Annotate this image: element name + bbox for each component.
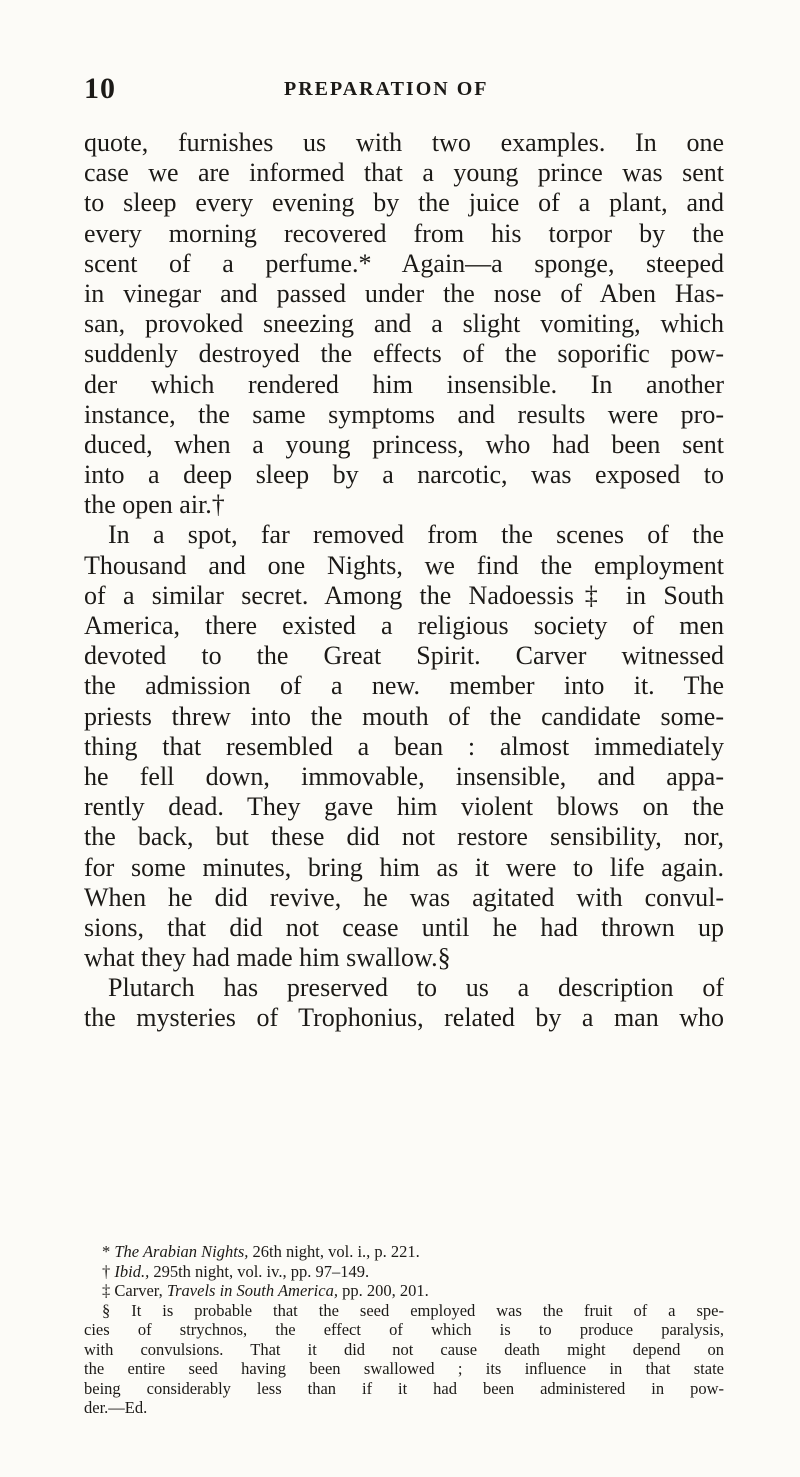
text-line: quote, furnishes us with two examples. In one [84, 128, 724, 157]
page-number: 10 [84, 72, 116, 105]
text-line: thing that resembled a bean : almost immediately [84, 731, 724, 761]
running-head: PREPARATION OF [284, 78, 489, 100]
text-line: instance, the same symptoms and results were pro- [84, 399, 724, 429]
text-line: the back, but these did not restore sensibility, nor, [84, 822, 724, 852]
text-line: duced, when a young princess, who had been sent [84, 429, 724, 459]
footnote-text: 26th night, vol. i., p. 221. [248, 1242, 420, 1261]
text-line: to sleep every evening by the juice of a plant, and [84, 188, 724, 218]
text-line: every morning recovered from his torpor by the [84, 218, 724, 248]
text-line: into a deep sleep by a narcotic, was exposed to [84, 460, 724, 490]
text-line: America, there existed a religious society of men [84, 611, 724, 640]
footnote-title: Travels in South America, [166, 1281, 338, 1300]
footnote-mark: ‡ [102, 1281, 111, 1300]
footnote-4-line: with convulsions. That it did not cause death might depend on [84, 1339, 724, 1359]
footnote-text: 295th night, vol. iv., pp. 97–149. [149, 1261, 370, 1281]
text-line: devoted to the Great Spirit. Carver witnessed [84, 641, 724, 671]
footnote-4-line: being considerably less than if it had been administered in pow- [84, 1378, 724, 1398]
text-line: sions, that did not cease until he had thrown up [84, 912, 724, 942]
footnote-text: pp. 200, 201. [337, 1281, 429, 1300]
text-line: Plutarch has preserved to us a description of [108, 973, 724, 1003]
footnote-title: The Arabian Nights, [114, 1242, 249, 1261]
footnote-3 [84, 1281, 724, 1301]
text-line: the admission of a new. member into it. The [84, 671, 724, 701]
footnote-4-line: der.—Ed. [84, 1398, 148, 1417]
footnote-mark: † [102, 1261, 111, 1281]
text-line: When he did revive, he was agitated with convul- [84, 882, 724, 912]
text-line: case we are informed that a young prince was sent [84, 158, 724, 188]
footnotes [84, 1242, 724, 1418]
footnote-4-line: the entire seed having been swallowed ; its influence in that state [84, 1359, 724, 1378]
text-line: of a similar secret. Among the Nadoessis‡ in South [84, 580, 724, 610]
text-line: der which rendered him insensible. In another [84, 369, 724, 399]
text-line: suddenly destroyed the effects of the soporific pow- [84, 339, 724, 369]
footnote-4-line: cies of strychnos, the effect of which is to produce paralysis, [84, 1320, 724, 1339]
text-line: the open air.† [84, 490, 225, 520]
page-header [84, 72, 724, 112]
text-line: scent of a perfume.* Again—a sponge, steeped [84, 248, 724, 278]
text-line: what they had made him swallow.§ [84, 943, 451, 973]
text-line: rently dead. They gave him violent blows on the [84, 792, 724, 822]
text-line: Thousand and one Nights, we find the employment [84, 550, 724, 580]
text-line: he fell down, immovable, insensible, and appa- [84, 761, 724, 791]
text-line: for some minutes, bring him as it were to life again. [84, 852, 724, 882]
footnote-title: Ibid., [114, 1261, 150, 1281]
footnote-text: Carver, [110, 1281, 167, 1300]
footnote-mark: * [102, 1242, 111, 1261]
text-line: priests threw into the mouth of the candidate some- [84, 701, 724, 731]
body-text [84, 128, 724, 1034]
footnote-2 [84, 1262, 724, 1282]
text-line: In a spot, far removed from the scenes of the [108, 520, 724, 550]
text-line: san, provoked sneezing and a slight vomiting, which [84, 309, 724, 339]
text-line: in vinegar and passed under the nose of Aben Has- [84, 278, 724, 308]
footnote-1 [84, 1242, 724, 1262]
footnote-4-line: § It is probable that the seed employed was the fruit of a spe- [102, 1300, 724, 1320]
text-line: the mysteries of Trophonius, related by a man who [84, 1003, 724, 1033]
